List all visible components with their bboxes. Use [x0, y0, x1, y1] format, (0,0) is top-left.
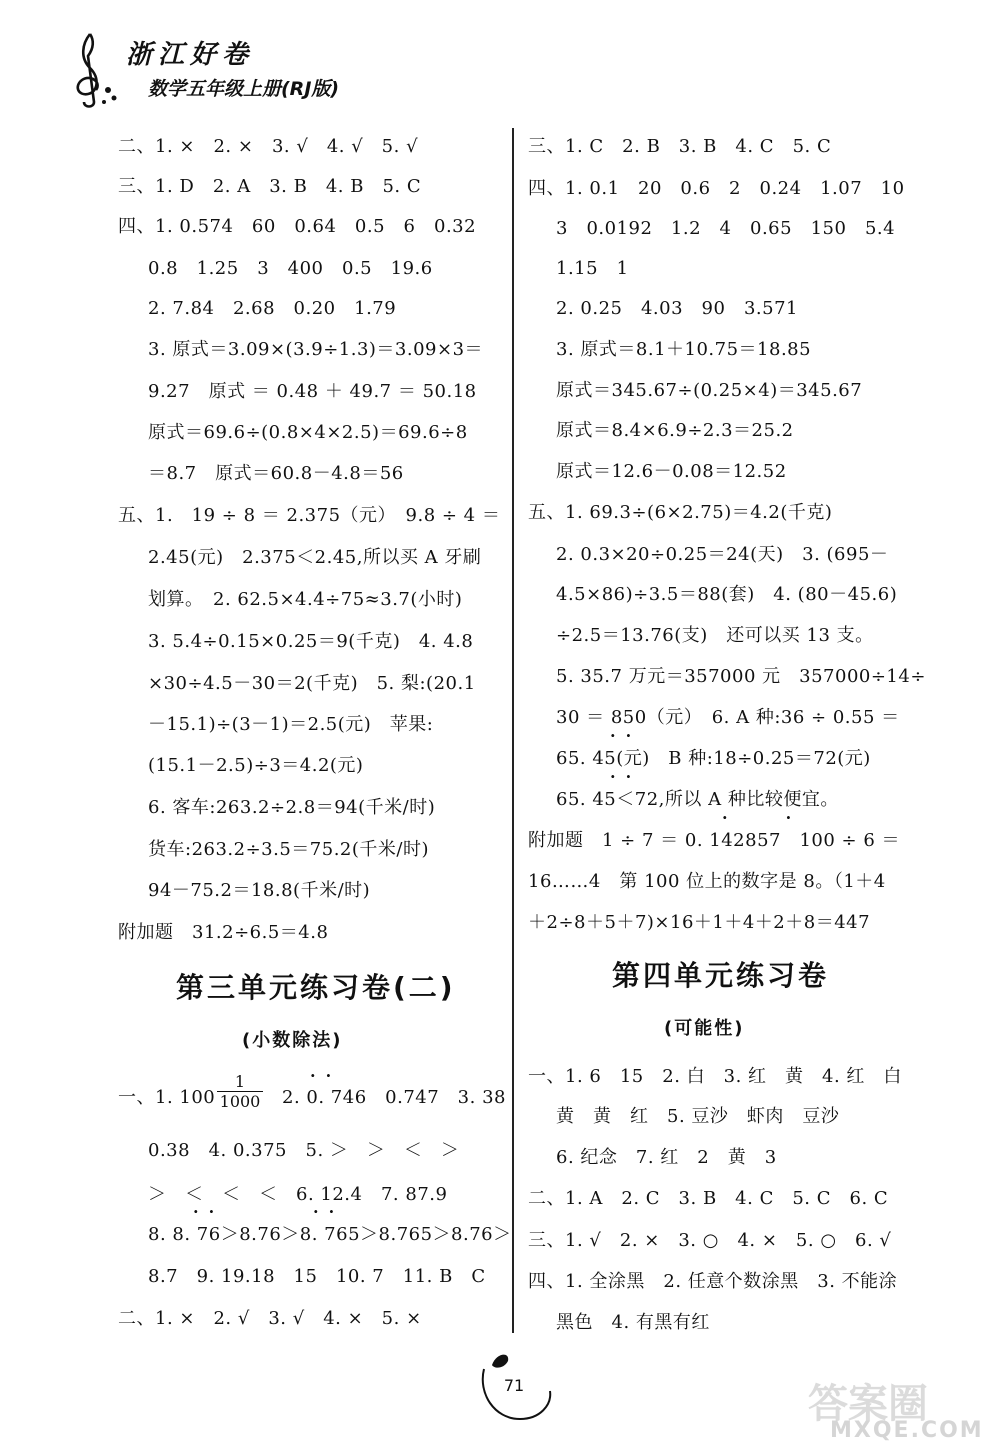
repeating-decimal-dots: ··: [610, 767, 642, 786]
answer-line: 2. 0.3×20÷0.25＝24(天) 3. (695－: [556, 544, 889, 565]
answer-line: 0.8 1.25 3 400 0.5 19.6: [148, 258, 433, 279]
answer-line: 65. 45＜72,所以 A 种比较便宜。: [556, 789, 839, 810]
answer-line: 货车:263.2÷3.5＝75.2(千米/时): [148, 839, 429, 860]
answer-line: 30 ＝ 850（元） 6. A 种:36 ÷ 0.55 ＝: [556, 707, 900, 728]
answer-line: 一、1. 100: [118, 1087, 216, 1108]
watermark-url: MXQE.COM: [830, 1418, 984, 1443]
repeating-decimal-dots: ··: [310, 1066, 342, 1085]
section-subtitle: (小数除法): [242, 1030, 343, 1051]
answer-line: 2. 0.25 4.03 90 3.571: [556, 298, 798, 319]
fraction-numerator: 1: [234, 1072, 246, 1091]
answer-line: 四、1. 0.1 20 0.6 2 0.24 1.07 10: [528, 178, 905, 199]
watermark-cn: 答案圈: [808, 1381, 928, 1427]
answer-line: 3. 原式＝8.1＋10.75＝18.85: [556, 339, 812, 360]
answer-line: 五、1. 19 ÷ 8 ＝ 2.375（元） 9.8 ÷ 4 ＝: [118, 505, 501, 526]
answer-line: 附加题 1 ÷ 7 ＝ 0. 142857 100 ÷ 6 ＝: [528, 830, 901, 851]
answer-line: 65. 45(元) B 种:18÷0.25＝72(元): [556, 748, 871, 769]
answer-line: 0.38 4. 0.375 5. ＞ ＞ ＜ ＞: [148, 1140, 460, 1161]
answer-line: 2. 0. 746 0.747 3. 38: [282, 1087, 506, 1108]
section-subtitle: (可能性): [664, 1018, 745, 1039]
section-title: 第四单元练习卷: [612, 959, 830, 992]
answer-line: 2.45(元) 2.375＜2.45,所以买 A 牙刷: [148, 547, 482, 568]
column-divider: [512, 128, 514, 1333]
answer-line: 3. 5.4÷0.15×0.25＝9(千克) 4. 4.8: [148, 631, 474, 652]
answer-line: 二、1. A 2. C 3. B 4. C 5. C 6. C: [528, 1188, 889, 1209]
repeating-decimal-dots: ··: [313, 1202, 345, 1221]
fraction-denominator: 1000: [217, 1091, 263, 1111]
answer-line: 94－75.2＝18.8(千米/时): [148, 880, 371, 901]
answer-line: 附加题 31.2÷6.5＝4.8: [118, 922, 329, 943]
page-number: 71: [503, 1376, 525, 1395]
answer-line: 原式＝12.6－0.08＝12.52: [556, 461, 787, 482]
answer-line: 6. 客车:263.2÷2.8＝94(千米/时): [148, 797, 436, 818]
answer-line: 一、1. 6 15 2. 白 3. 红 黄 4. 红 白: [528, 1066, 902, 1087]
answer-line: 原式＝69.6÷(0.8×4×2.5)＝69.6÷8: [148, 422, 468, 443]
answer-line: 二、1. × 2. √ 3. √ 4. × 5. ×: [118, 1308, 422, 1329]
answer-line: 8.7 9. 19.18 15 10. 7 11. B C: [148, 1266, 486, 1287]
answer-line: ÷2.5＝13.76(支) 还可以买 13 支。: [556, 625, 874, 646]
answer-line: 二、1. × 2. × 3. √ 4. √ 5. √: [118, 136, 419, 157]
answer-line: 8. 8. 76＞8.76＞8. 765＞8.765＞8.76＞: [148, 1224, 512, 1245]
answer-line: 1.15 1: [556, 258, 629, 279]
answer-line: 3. 原式＝3.09×(3.9÷1.3)＝3.09×3＝: [148, 339, 484, 360]
answer-line: 原式＝345.67÷(0.25×4)＝345.67: [556, 380, 863, 401]
fraction: [217, 1072, 263, 1111]
repeating-decimal-dots: ··: [722, 808, 850, 827]
repeating-decimal-dots: ··: [610, 726, 642, 745]
answer-line: －15.1)÷(3－1)＝2.5(元) 苹果:: [148, 714, 434, 735]
answer-line: 9.27 原式 ＝ 0.48 ＋ 49.7 ＝ 50.18: [148, 381, 477, 402]
watermark-logo: [790, 1372, 990, 1452]
answer-line: ＝8.7 原式＝60.8－4.8＝56: [148, 463, 404, 484]
answer-line: 三、1. √ 2. × 3. ○ 4. × 5. ○ 6. √: [528, 1230, 892, 1251]
answer-line: (15.1－2.5)÷3＝4.2(元): [148, 755, 364, 776]
book-header: [60, 28, 380, 108]
answer-line: 四、1. 全涂黑 2. 任意个数涂黑 3. 不能涂: [528, 1271, 898, 1292]
answer-line: 五、1. 69.3÷(6×2.75)＝4.2(千克): [528, 502, 833, 523]
book-subtitle: 数学五年级上册(RJ版): [148, 78, 340, 100]
answer-line: ＋2÷8＋5＋7)×16＋1＋4＋2＋8＝447: [528, 912, 871, 933]
answer-line: 三、1. D 2. A 3. B 4. B 5. C: [118, 176, 422, 197]
treble-clef-icon: [60, 28, 124, 108]
section-title: 第三单元练习卷(二): [176, 971, 456, 1004]
answer-line: 四、1. 0.574 60 0.64 0.5 6 0.32: [118, 216, 477, 237]
answer-line: 3 0.0192 1.2 4 0.65 150 5.4: [556, 218, 896, 239]
answer-line: ＞ ＜ ＜ ＜ 6. 12.4 7. 87.9: [148, 1184, 448, 1205]
answer-line: 三、1. C 2. B 3. B 4. C 5. C: [528, 136, 832, 157]
answer-line: 黑色 4. 有黑有红: [556, 1312, 710, 1333]
answer-line: 原式＝8.4×6.9÷2.3＝25.2: [556, 420, 794, 441]
answer-line: 5. 35.7 万元＝357000 元 357000÷14÷: [556, 666, 926, 687]
answer-line: 4.5×86)÷3.5＝88(套) 4. (80－45.6): [556, 584, 898, 605]
answer-line: 6. 纪念 7. 红 2 黄 3: [556, 1147, 777, 1168]
answer-line: ×30÷4.5－30＝2(千克) 5. 梨:(20.1: [148, 673, 476, 694]
book-brand: 浙江好卷: [126, 40, 255, 70]
answer-line: 划算。 2. 62.5×4.4÷75≈3.7(小时): [148, 589, 463, 610]
repeating-decimal-dots: ··: [193, 1202, 225, 1221]
answer-line: 黄 黄 红 5. 豆沙 虾肉 豆沙: [556, 1106, 840, 1127]
answer-line: 16……4 第 100 位上的数字是 8。（1＋4: [528, 871, 886, 892]
answer-line: 2. 7.84 2.68 0.20 1.79: [148, 298, 397, 319]
